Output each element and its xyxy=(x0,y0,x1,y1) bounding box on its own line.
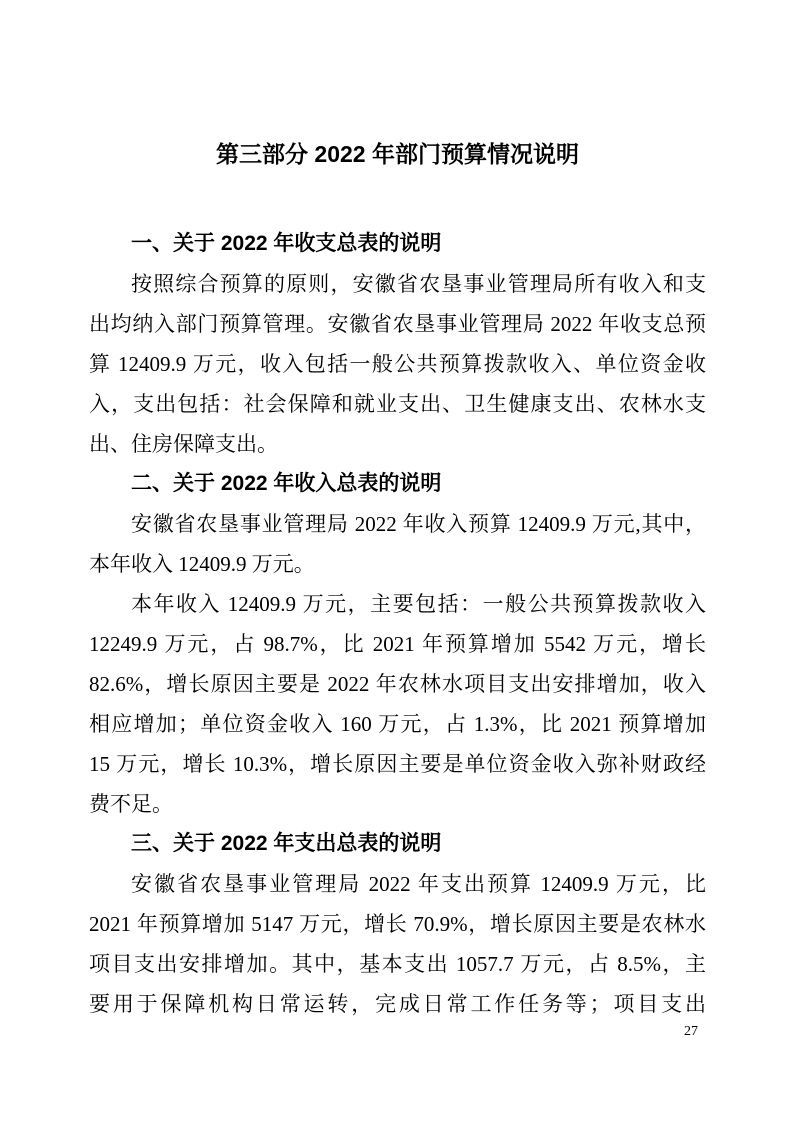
text-line: 项目支出安排增加。其中，基本支出 1057.7 万元，占 8.5%，主 xyxy=(89,952,706,976)
text-line: 82.6%，增长原因主要是 2022 年农林水项目支出安排增加，收入 xyxy=(89,672,706,696)
page-title: 第三部分 2022 年部门预算情况说明 xyxy=(216,141,579,167)
text-line: 费不足。 xyxy=(89,792,173,816)
text-line: 出均纳入部门预算管理。安徽省农垦事业管理局 2022 年收支总预 xyxy=(89,312,706,336)
paragraph-income-total xyxy=(89,504,706,584)
text-line: 要用于保障机构日常运转，完成日常工作任务等；项目支出 xyxy=(89,992,706,1016)
document-body xyxy=(89,134,706,1024)
paragraph-income-detail xyxy=(89,584,706,824)
text-line: 算 12409.9 万元，收入包括一般公共预算拨款收入、单位资金收 xyxy=(89,352,706,376)
page-number: 27 xyxy=(684,1024,698,1039)
paragraph-expense-detail xyxy=(89,864,706,1024)
text-line: 安徽省农垦事业管理局 2022 年收入预算 12409.9 万元,其中， xyxy=(131,512,706,536)
section-heading-income: 二、关于 2022 年收入总表的说明 xyxy=(131,472,442,495)
paragraph-budget-overview xyxy=(89,264,706,464)
text-line: 12249.9 万元，占 98.7%，比 2021 年预算增加 5542 万元，增长 xyxy=(89,632,706,656)
text-line: 出、住房保障支出。 xyxy=(89,432,278,456)
text-line: 本年收入 12409.9 万元。 xyxy=(89,552,315,576)
section-heading-income-expense: 一、关于 2022 年收支总表的说明 xyxy=(131,232,442,255)
text-line: 入，支出包括：社会保障和就业支出、卫生健康支出、农林水支 xyxy=(89,392,706,416)
text-line: 本年收入 12409.9 万元，主要包括：一般公共预算拨款收入 xyxy=(131,592,706,616)
text-line: 15 万元，增长 10.3%，增长原因主要是单位资金收入弥补财政经 xyxy=(89,752,706,776)
text-line: 按照综合预算的原则，安徽省农垦事业管理局所有收入和支 xyxy=(131,272,706,296)
text-line: 安徽省农垦事业管理局 2022 年支出预算 12409.9 万元，比 xyxy=(131,872,706,896)
section-heading-expense: 三、关于 2022 年支出总表的说明 xyxy=(131,832,442,855)
text-line: 2021 年预算增加 5147 万元，增长 70.9%，增长原因主要是农林水 xyxy=(89,912,706,936)
text-line: 相应增加；单位资金收入 160 万元，占 1.3%，比 2021 预算增加 xyxy=(89,712,706,736)
